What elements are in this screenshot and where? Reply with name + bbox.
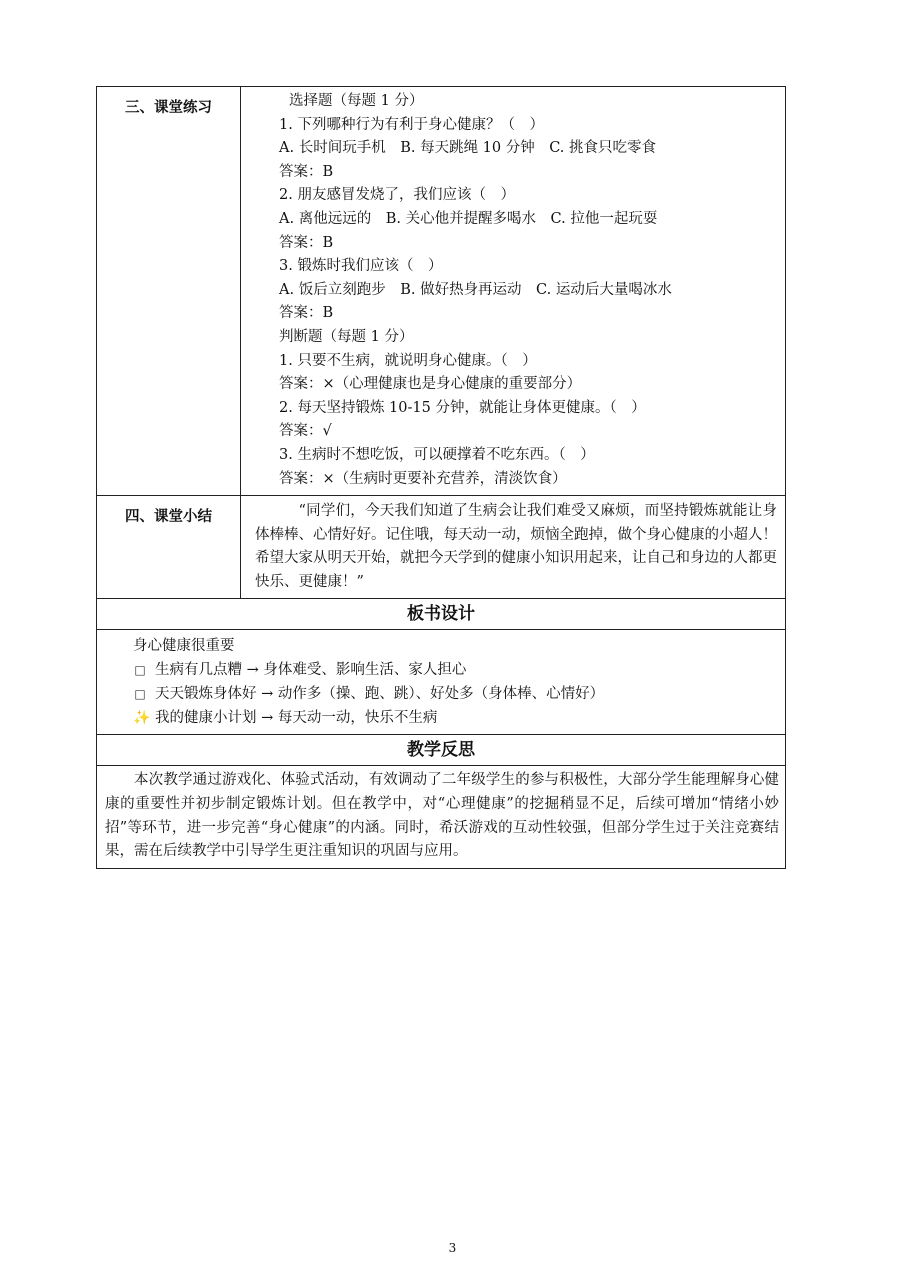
practice-line: A. 离他远远的 B. 关心他并提醒多喝水 C. 拉他一起玩耍 [279,210,658,227]
practice-content [241,87,786,496]
practice-line: 答案：B [279,305,334,322]
practice-label: 三、课堂练习 [97,87,241,496]
checkbox-icon: □ [134,687,146,702]
practice-line: 答案：×（心理健康也是身心健康的重要部分） [279,376,582,393]
practice-line: 选择题（每题 1 分） [289,93,424,109]
page-number: 3 [448,1241,457,1255]
board-item [133,706,777,730]
practice-line: 答案：B [279,163,334,180]
reflection-heading: 教学反思 [97,735,786,766]
practice-line: 2. 朋友感冒发烧了，我们应该（ ） [279,187,515,204]
reflection-text: 本次教学通过游戏化、体验式活动，有效调动了二年级学生的参与积极性，大部分学生能理解身心健康的重要性并初步制定锻炼计划。但在教学中，对“心理健康”的挖掘稍显不足，后续可增加“情绪小妙招”等环节，进一步完善“身心健康”的内涵。同时，希沃游戏的互动性较强，但部分学生过于关注竞赛结果，需在后续教学中引导学生更注重知识的巩固与应用。 [105,772,779,860]
summary-content [241,496,786,599]
practice-line: 答案：×（生病时更要补充营养，清淡饮食） [279,470,567,487]
sparkles-icon: ✨ [133,710,151,727]
board-item-text: 天天锻炼身体好 → 动作多（操、跑、跳）、好处多（身体棒、心情好） [155,686,605,703]
practice-line: 3. 生病时不想吃饭，可以硬撑着不吃东西。（ ） [279,446,595,463]
practice-line: A. 饭后立刻跑步 B. 做好热身再运动 C. 运动后大量喝冰水 [279,281,672,298]
practice-line: 1. 只要不生病，就说明身心健康。（ ） [279,352,537,369]
practice-line: A. 长时间玩手机 B. 每天跳绳 10 分钟 C. 挑食只吃零食 [279,140,657,157]
board-item [133,658,777,682]
lesson-plan-table [96,86,786,869]
reflection-content [97,766,786,868]
reflection-row [97,766,786,868]
practice-line: 答案：√ [279,423,332,440]
board-item [133,682,777,706]
board-row [97,630,786,735]
practice-row [97,87,786,496]
reflection-heading-row [97,735,786,766]
summary-row [97,496,786,599]
board-title: 身心健康很重要 [133,638,235,655]
board-item-text: 生病有几点糟 → 身体难受、影响生活、家人担心 [155,662,467,679]
board-content [97,630,786,735]
checkbox-icon: □ [134,663,146,678]
practice-line: 1. 下列哪种行为有利于身心健康？（ ） [279,116,544,133]
practice-line: 2. 每天坚持锻炼 10-15 分钟，就能让身体更健康。（ ） [279,399,646,416]
practice-line: 3. 锻炼时我们应该（ ） [279,258,443,275]
summary-label: 四、课堂小结 [97,496,241,599]
board-heading-row [97,599,786,630]
summary-text: “同学们，今天我们知道了生病会让我们难受又麻烦，而坚持锻炼就能让身体棒棒、心情好好。记住哦，每天动一动，烦恼全跑掉，做个身心健康的小超人！希望大家从明天开始，就把今天学到的健康小知识用起来，让自己和身边的人都更快乐、更健康！” [255,503,777,590]
board-heading: 板书设计 [97,599,786,630]
practice-line: 答案：B [279,234,334,251]
practice-line: 判断题（每题 1 分） [279,328,414,345]
board-item-text: 我的健康小计划 → 每天动一动，快乐不生病 [155,710,438,727]
